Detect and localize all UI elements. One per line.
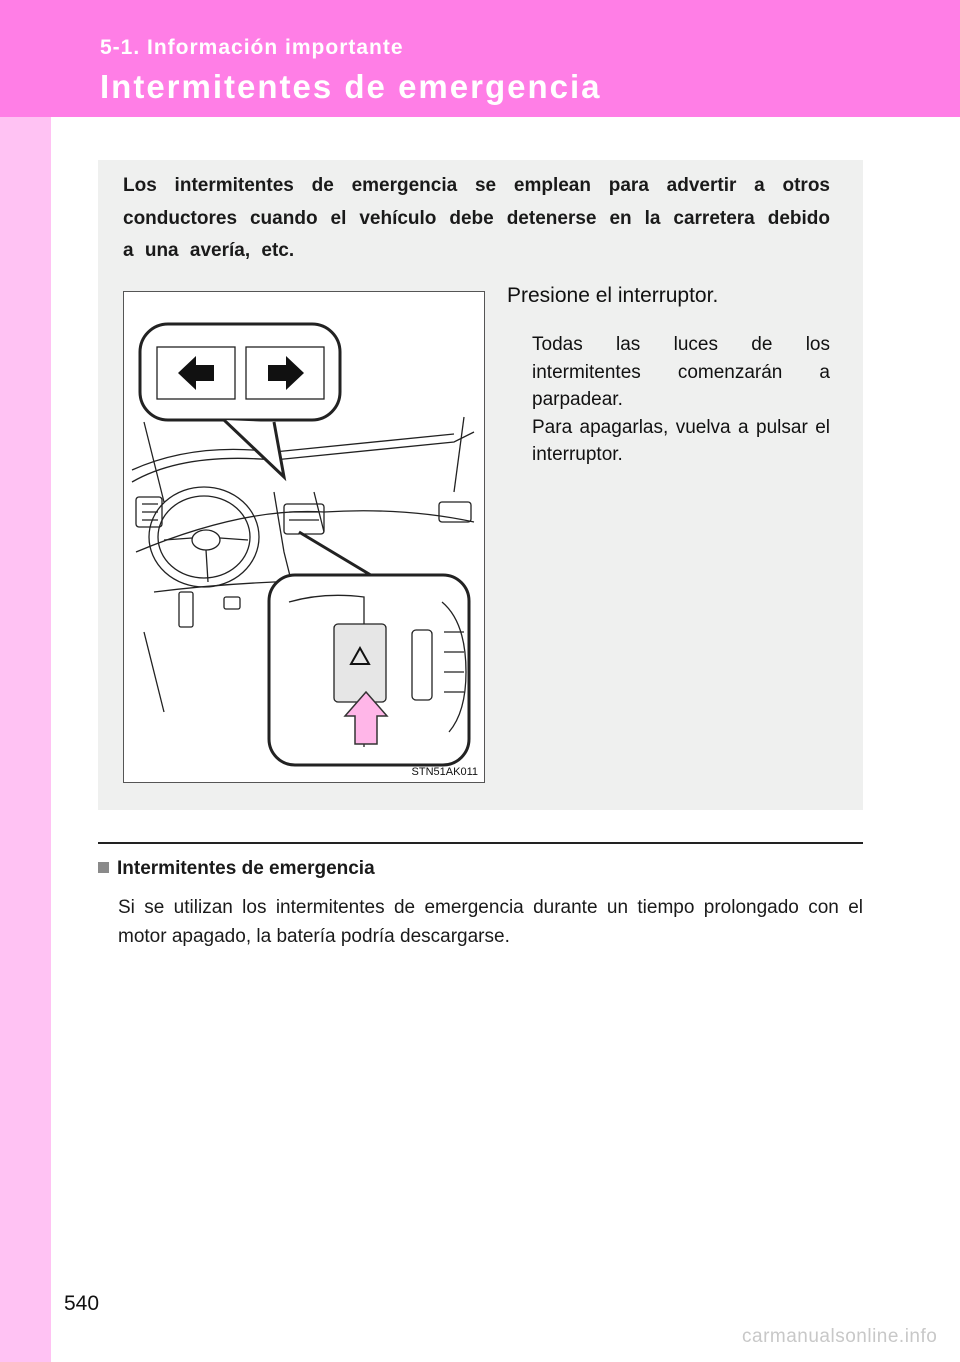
note-title [98,858,375,880]
divider [98,842,863,844]
watermark: carmanualsonline.info [742,1326,938,1347]
figure-code: STN51AK011 [411,766,478,778]
note-body: Si se utilizan los intermitentes de emergencia durante un tiempo prolongado con el motor apagado, la batería podría descargarse. [118,897,863,947]
bullet-square-icon [98,862,109,873]
intro-text: Los intermitentes de emergencia se emplean para advertir a otros conductores cuando el vehículo debe detenerse en la carretera debido a una avería, etc. [123,175,830,261]
page-number: 540 [64,1292,100,1315]
section-label: 5-1. Información importante [100,36,404,59]
side-bar [0,117,51,1362]
step-heading: Presione el interruptor. [507,284,719,307]
header-bar [0,0,960,117]
note-title-text: Intermitentes de emergencia [117,858,375,879]
dashboard-illustration [123,291,485,783]
step-description [532,331,830,469]
step-line: Todas las luces de los intermitentes comenzarán a parpadear. [532,334,830,410]
step-line: Para apagarlas, vuelva a pulsar el interruptor. [532,416,830,465]
page-title: Intermitentes de emergencia [100,68,602,105]
hazard-switch-drawing [124,292,485,783]
